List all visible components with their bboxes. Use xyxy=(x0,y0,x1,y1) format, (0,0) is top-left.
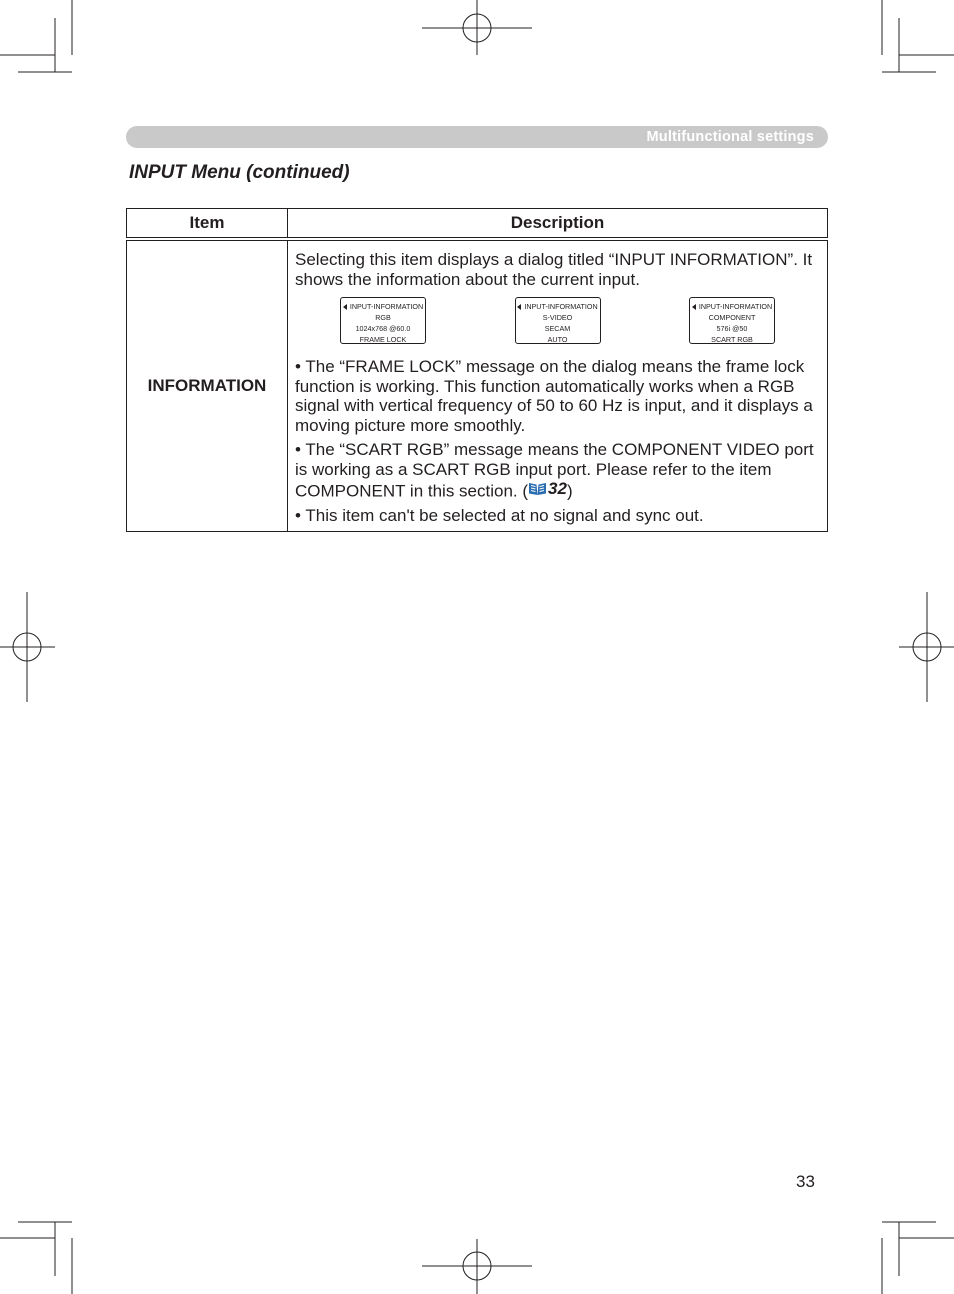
table-header-row xyxy=(127,209,828,240)
page-title: INPUT Menu (continued) xyxy=(129,162,350,183)
description-intro: Selecting this item displays a dialog titled “INPUT INFORMATION”. It shows the information about the current input. xyxy=(295,250,813,289)
description-cell xyxy=(288,239,828,532)
bullet-no-signal: • This item can't be selected at no signal and sync out. xyxy=(295,505,704,525)
dialog-line: SCART RGB xyxy=(711,335,753,344)
section-header-label: Multifunctional settings xyxy=(646,129,814,145)
dialog-title: INPUT-INFORMATION xyxy=(524,302,598,311)
dialog-line: COMPONENT xyxy=(708,313,756,322)
table-row xyxy=(127,239,828,532)
left-arrow-icon xyxy=(517,304,521,310)
dialog-line: FRAME LOCK xyxy=(359,335,407,344)
dialog-title: INPUT-INFORMATION xyxy=(349,302,424,311)
page-number: 33 xyxy=(796,1172,815,1191)
dialog-examples xyxy=(295,297,820,344)
column-header-item: Item xyxy=(127,209,288,240)
dialog-line: AUTO xyxy=(547,335,568,344)
page-reference-number: 32 xyxy=(548,479,567,498)
page-reference-close: ) xyxy=(566,481,573,501)
menu-table xyxy=(126,208,828,532)
column-header-description: Description xyxy=(288,209,828,240)
dialog-line: RGB xyxy=(375,313,391,322)
dialog-line: 576i @50 xyxy=(716,324,748,333)
item-cell-information: INFORMATION xyxy=(127,239,288,532)
section-header-bar xyxy=(126,126,828,148)
bullet-frame-lock: • The “FRAME LOCK” message on the dialog means the frame lock function is working. This function automatically works when a RGB signal with vertical frequency of 50 to 60 Hz is input, and it displays a moving picture more smoothly. xyxy=(295,357,813,435)
left-arrow-icon xyxy=(692,304,696,310)
dialog-title: INPUT-INFORMATION xyxy=(698,302,773,311)
dialog-line: 1024x768 @60.0 xyxy=(355,324,411,333)
book-icon xyxy=(528,481,547,496)
input-information-dialog-rgb xyxy=(340,297,426,344)
input-information-dialog-component xyxy=(689,297,775,344)
dialog-line: S-VIDEO xyxy=(542,313,573,322)
left-arrow-icon xyxy=(343,304,347,310)
input-information-dialog-svideo xyxy=(515,297,601,344)
bullet-scart-rgb xyxy=(295,440,820,501)
menu-table-container xyxy=(126,208,828,532)
bullet-scart-rgb-text: • The “SCART RGB” message means the COMPONENT VIDEO port is working as a SCART RGB input port. Please refer to the item COMPONENT in this section. ( xyxy=(295,440,814,501)
page-reference xyxy=(528,479,567,499)
dialog-line: SECAM xyxy=(544,324,571,333)
